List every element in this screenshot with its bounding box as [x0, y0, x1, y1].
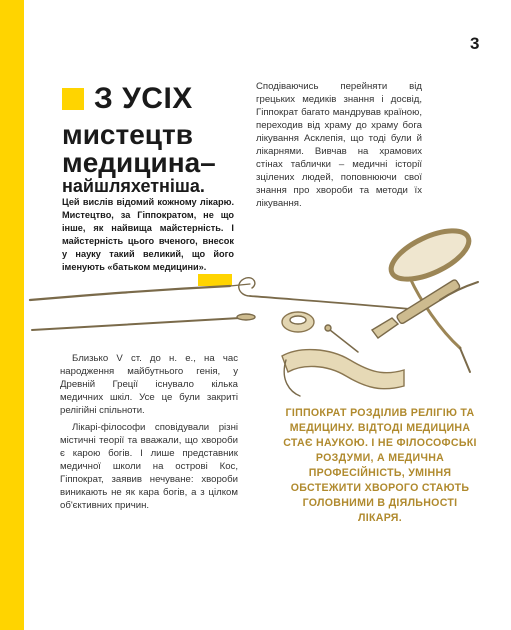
hook-icon: [239, 278, 420, 310]
heading-line-3: медицина–: [62, 147, 216, 178]
bandage-icon: [282, 350, 404, 396]
left-paragraph-1: Близько V ст. до н. е., на час народження майбутнього генія, у Древній Греції існувало кілька медичних шкіл. Усе це були закриті релігійні спільноти.: [60, 353, 238, 416]
right-paragraph: Сподіваючись перейняти від грецьких медиків знання і досвід, Гіппократ багато мандрував країною, переходив від храму до храму бога лікування Асклепія, що тоді були й лікарнями. Вивчав на храмових стінах таблички – медичні історії зцілених людей, поповнюючи свої знання про хвороби та методи їх лікування.: [256, 81, 422, 209]
ring-icon: [282, 312, 314, 332]
pull-quote: ГІППОКРАТ РОЗДІЛИВ РЕЛІГІЮ ТА МЕДИЦИНУ. ВІДТОДІ МЕДИЦИНА СТАЄ НАУКОЮ. І НЕ ФІЛОСОФСЬКІ РОЗДУМИ, А МЕДИЧНА ПРОФЕСІЙНІСТЬ, УМІННЯ ОБСТЕЖИТИ ХВОРОГО СТАЮТЬ ГОЛОВНИМИ В ДІЯЛЬНОСТІ ЛІКАРЯ.: [283, 407, 477, 524]
page-number: 3: [470, 34, 480, 53]
heading-line-1: З УСІХ: [94, 82, 193, 115]
lead-paragraph: Цей вислів відомий кожному лікарю. Мистецтво, за Гіппократом, не що інше, як найвища майстерність. І майстерність цього вченого, внесок у науку такий великий, що його іменують «батьком медицини».: [62, 197, 234, 272]
spatula-icon: [32, 314, 255, 330]
heading-line-4: найшляхетніша.: [62, 176, 205, 196]
left-paragraph-2: Лікарі-філософи сповідували різні містичні теорії та вважали, що хвороби є карою богів. І лише представник медичної школи на острові Кос, Гіппократ, заявив нечуване: хвороби виникають не як кара богів, а з цілком об'єктивних причин.: [60, 422, 238, 511]
heading-line-2: мистецтв: [62, 119, 193, 150]
pin-icon: [325, 325, 358, 352]
long-probe-icon: [30, 284, 250, 300]
scalpel-icon: [372, 279, 478, 338]
